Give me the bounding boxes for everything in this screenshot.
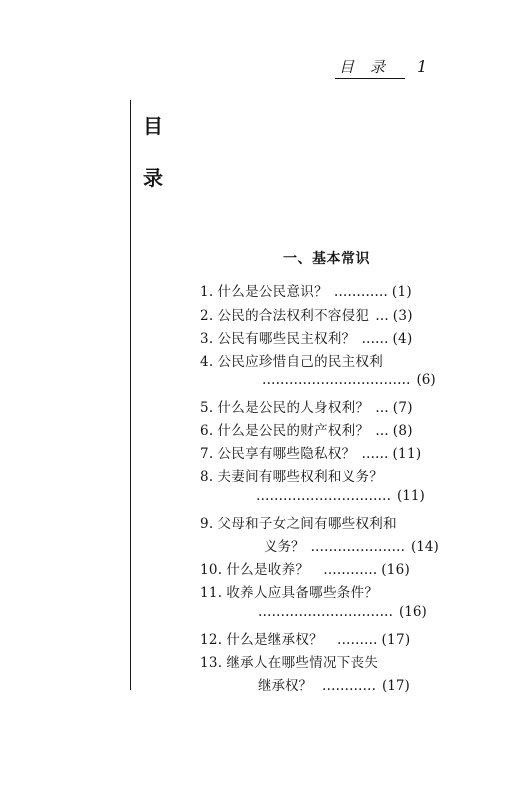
entry-page: (6) xyxy=(416,372,436,388)
entry-page: (7) xyxy=(392,400,413,416)
entry-number: 2. xyxy=(200,308,214,324)
vertical-rule xyxy=(130,100,131,690)
entry-leader: ………… xyxy=(333,284,388,300)
entry-page: (14) xyxy=(411,539,439,555)
entry-title: 什么是继承权？ xyxy=(226,632,323,648)
toc-entry xyxy=(200,419,413,439)
header-title: 目录 xyxy=(335,56,405,79)
entry-leader: ………………………… xyxy=(258,604,393,620)
toc-entry xyxy=(200,304,413,324)
entry-leader: ………………………… xyxy=(256,488,391,504)
entry-title: 父母和子女之间有哪些权利和 xyxy=(217,516,397,532)
entry-title: 夫妻间有哪些权利和义务？ xyxy=(217,469,384,485)
running-header xyxy=(335,56,428,79)
entry-leader: … xyxy=(375,400,389,416)
entry-number: 7. xyxy=(200,446,214,462)
side-title-char: 录 xyxy=(143,166,163,190)
toc-entry xyxy=(200,651,378,671)
entry-number: 1. xyxy=(200,284,214,300)
entry-leader: …………………………… xyxy=(262,372,411,388)
toc-entry xyxy=(200,628,410,648)
side-title xyxy=(143,100,167,204)
entry-leader: …… xyxy=(361,446,389,462)
toc-entry xyxy=(200,512,397,532)
entry-title: 公民享有哪些隐私权？ xyxy=(217,446,356,462)
entry-leader: ……… xyxy=(336,632,378,648)
entry-page: (1) xyxy=(391,284,412,300)
entry-title: 什么是公民意识？ xyxy=(217,284,328,300)
entry-page: (4) xyxy=(392,331,413,347)
toc-entry xyxy=(200,465,383,485)
entry-title: 什么是公民的人身权利？ xyxy=(217,400,370,416)
entry-title: 公民应珍惜自己的民主权利 xyxy=(217,354,384,370)
toc-entry xyxy=(200,581,378,601)
toc-entry xyxy=(200,327,413,347)
entry-page: (3) xyxy=(392,308,413,324)
toc-entry xyxy=(200,350,383,370)
entry-title-continuation: 继承权？ xyxy=(258,678,312,694)
entry-page: (11) xyxy=(397,488,425,504)
entry-page: (16) xyxy=(399,604,427,620)
toc-entry xyxy=(200,442,421,462)
entry-leader: … xyxy=(375,308,389,324)
entry-leader: …… xyxy=(361,331,389,347)
entry-number: 4. xyxy=(200,354,214,370)
toc-entry xyxy=(200,558,410,578)
entry-page: (17) xyxy=(381,632,411,648)
entry-title: 什么是公民的财产权利？ xyxy=(217,423,370,439)
side-title-char: 目 xyxy=(143,114,163,138)
entry-title: 收养人应具备哪些条件？ xyxy=(226,585,379,601)
entry-page: (11) xyxy=(392,446,422,462)
entry-number: 5. xyxy=(200,400,214,416)
toc-entry-continuation xyxy=(256,488,425,504)
entry-leader: … xyxy=(375,423,389,439)
entry-leader: ………… xyxy=(323,562,378,578)
entry-page: (17) xyxy=(382,678,410,694)
toc-entry-continuation xyxy=(258,674,410,694)
toc-entry-continuation xyxy=(264,535,439,555)
toc-entry-continuation xyxy=(262,372,436,388)
entry-page: (8) xyxy=(392,423,413,439)
section-heading: 一、基本常识 xyxy=(283,251,370,267)
entry-number: 9. xyxy=(200,516,214,532)
toc-entry-continuation xyxy=(258,604,427,620)
entry-number: 8. xyxy=(200,469,214,485)
entry-title: 什么是收养？ xyxy=(226,562,310,578)
entry-number: 10. xyxy=(200,562,223,578)
entry-leader: ………… xyxy=(322,678,376,694)
entry-title-continuation: 义务？ xyxy=(264,539,305,555)
entry-number: 11. xyxy=(200,585,223,601)
entry-page: (16) xyxy=(381,562,411,578)
entry-number: 3. xyxy=(200,331,214,347)
entry-title: 公民有哪些民主权利？ xyxy=(217,331,356,347)
entry-title: 公民的合法权利不容侵犯 xyxy=(217,308,370,324)
header-page-number: 1 xyxy=(417,57,429,76)
entry-number: 12. xyxy=(200,632,223,648)
toc-entry xyxy=(200,396,413,416)
entry-leader: ………………… xyxy=(310,539,405,555)
toc-entry xyxy=(200,280,412,300)
entry-number: 6. xyxy=(200,423,214,439)
entry-number: 13. xyxy=(200,655,223,671)
entry-title: 继承人在哪些情况下丧失 xyxy=(226,655,379,671)
